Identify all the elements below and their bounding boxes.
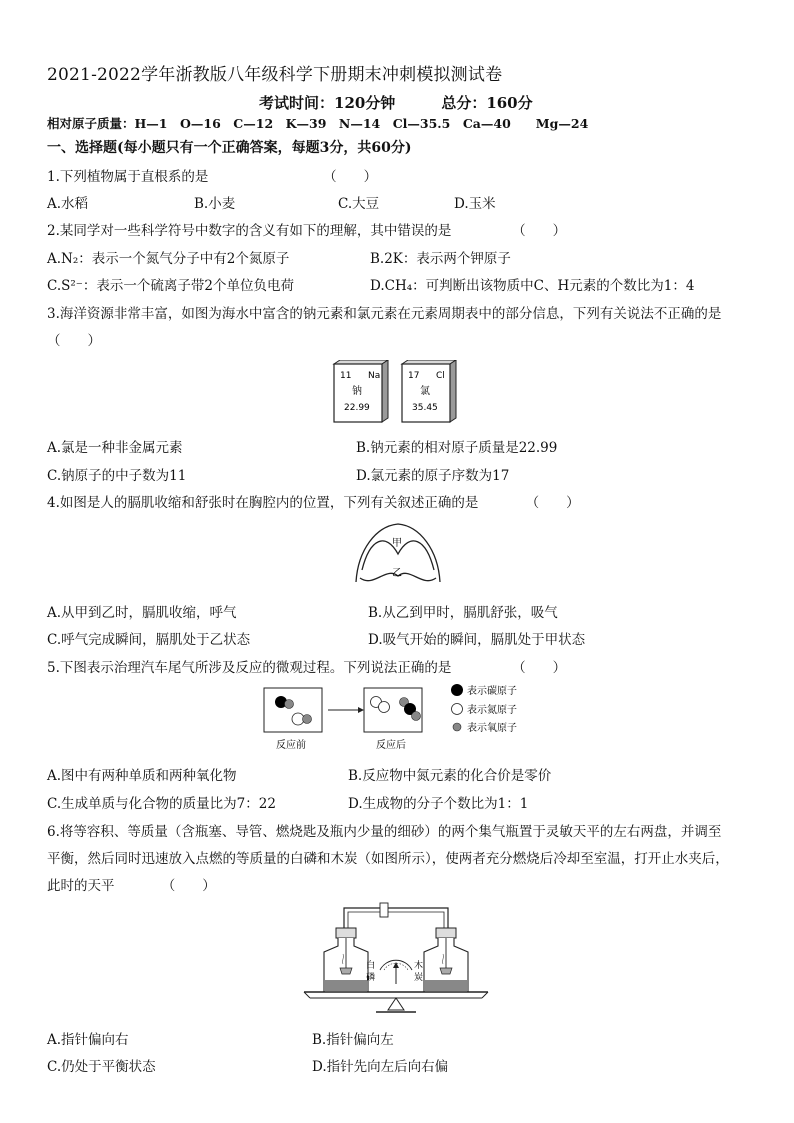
cl-mass: 35.45 xyxy=(412,403,438,413)
connecting-tube xyxy=(344,908,448,944)
q3-stem-paren: （ ） xyxy=(47,333,101,349)
cl-number: 17 xyxy=(408,371,420,381)
cl-symbol: Cl xyxy=(436,371,445,381)
legend-nitrogen-icon xyxy=(452,704,463,715)
legend-carbon-icon xyxy=(451,684,463,696)
q1-option-d: D.玉米 xyxy=(454,196,496,212)
legend-nitrogen: 表示氮原子 xyxy=(467,705,517,716)
q6-option-c: C.仍处于平衡状态 xyxy=(47,1059,156,1075)
q4-option-c: C.呼气完成瞬间，膈肌处于乙状态 xyxy=(47,632,251,648)
q4-option-a: A.从甲到乙时，膈肌收缩，呼气 xyxy=(47,605,237,621)
before-box xyxy=(264,688,322,732)
right-bottle xyxy=(424,928,468,992)
q3-option-a: A.氯是一种非金属元素 xyxy=(47,440,183,456)
q4-option-d: D.吸气开始的瞬间，膈肌处于甲状态 xyxy=(368,632,586,648)
cl-name: 氯 xyxy=(420,386,430,397)
label-yi: 乙 xyxy=(392,568,402,579)
q5-option-c: C.生成单质与化合物的质量比为7：22 xyxy=(47,796,276,812)
label-white-phosphorus-2: 磷 xyxy=(366,973,376,983)
q5-option-d: D.生成物的分子个数比为1：1 xyxy=(348,796,529,812)
q6-option-d: D.指针先向左后向右偏 xyxy=(312,1059,449,1075)
q1-option-c: C.大豆 xyxy=(338,196,380,212)
balance-figure xyxy=(300,900,492,1016)
exam-time: 考试时间：120分钟 xyxy=(259,94,396,112)
q6-option-a: A.指针偏向右 xyxy=(47,1032,129,1048)
q5-stem: 5.下图表示治理汽车尾气所涉及反应的微观过程。下列说法正确的是 （ ） xyxy=(47,660,567,676)
na-number: 11 xyxy=(340,371,352,381)
q6-stem-line3: 此时的天平 （ ） xyxy=(47,878,216,894)
q3-option-b: B.钠元素的相对原子质量是22.99 xyxy=(356,440,558,456)
label-charcoal-1: 木 xyxy=(414,961,424,971)
q6-stem-line2: 平衡，然后同时迅速放入点燃的等质量的白磷和木炭（如图所示），使两者充分燃烧后冷却至室温，打开止水夹后， xyxy=(47,851,729,867)
reaction-figure xyxy=(262,682,534,752)
q3-option-c: C.钠原子的中子数为11 xyxy=(47,468,187,484)
q5-option-b: B.反应物中氮元素的化合价是零价 xyxy=(348,768,552,784)
caption-before: 反应前 xyxy=(276,740,306,751)
q5-option-a: A.图中有两种单质和两种氧化物 xyxy=(47,768,237,784)
q2-stem: 2.某同学对一些科学符号中数字的含义有如下的理解，其中错误的是 （ ） xyxy=(47,223,567,239)
q6-stem-line1: 6.将等容积、等质量（含瓶塞、导管、燃烧匙及瓶内少量的细砂）的两个集气瓶置于灵敏天平的左右两盘，并调至 xyxy=(47,824,722,840)
label-charcoal-2: 炭 xyxy=(414,973,424,983)
na-name: 钠 xyxy=(352,386,362,397)
sodium-tile xyxy=(334,360,388,422)
q1-option-a: A.水稻 xyxy=(47,196,89,212)
na-mass: 22.99 xyxy=(344,403,370,413)
diaphragm-figure xyxy=(352,520,444,586)
label-jia: 甲 xyxy=(392,538,402,549)
total-score: 总分：160分 xyxy=(441,94,533,112)
q1-option-b: B.小麦 xyxy=(194,196,236,212)
periodic-table-figure xyxy=(330,360,462,426)
legend-oxygen: 表示氧原子 xyxy=(467,723,517,734)
q2-option-b: B.2K：表示两个钾原子 xyxy=(370,251,511,267)
left-bottle xyxy=(324,928,368,992)
q1-stem: 1.下列植物属于直根系的是 （ ） xyxy=(47,169,378,185)
q2-option-a: A.N₂：表示一个氮气分子中有2个氮原子 xyxy=(47,251,290,267)
stopcock-clamp xyxy=(380,903,388,917)
atomic-mass-line: 相对原子质量：H—1 O—16 C—12 K—39 N—14 Cl—35.5 Ca—40 Mg—24 xyxy=(47,116,589,131)
legend-oxygen-icon xyxy=(453,723,461,731)
q4-option-b: B.从乙到甲时，膈肌舒张，吸气 xyxy=(368,605,558,621)
caption-after: 反应后 xyxy=(376,740,406,751)
q4-stem: 4.如图是人的膈肌收缩和舒张时在胸腔内的位置，下列有关叙述正确的是 （ ） xyxy=(47,495,580,511)
balance-stand xyxy=(388,998,404,1010)
page-title: 2021-2022学年浙教版八年级科学下册期末冲刺模拟测试卷 xyxy=(47,65,503,85)
legend-carbon: 表示碳原子 xyxy=(467,686,517,697)
label-white-phosphorus-1: 白 xyxy=(366,961,376,971)
exam-info xyxy=(259,92,533,113)
na-symbol: Na xyxy=(368,371,381,381)
q3-option-d: D.氯元素的原子序数为17 xyxy=(356,468,510,484)
q2-option-d: D.CH₄：可判断出该物质中C、H元素的个数比为1：4 xyxy=(370,278,695,294)
chlorine-tile xyxy=(402,360,456,422)
q2-option-c: C.S²⁻：表示一个硫离子带2个单位负电荷 xyxy=(47,278,295,294)
q6-option-b: B.指针偏向左 xyxy=(312,1032,394,1048)
section-heading: 一、选择题(每小题只有一个正确答案，每题3分，共60分) xyxy=(47,140,412,156)
q3-stem: 3.海洋资源非常丰富，如图为海水中富含的钠元素和氯元素在元素周期表中的部分信息，下列有关说法不正确的是 xyxy=(47,306,722,322)
